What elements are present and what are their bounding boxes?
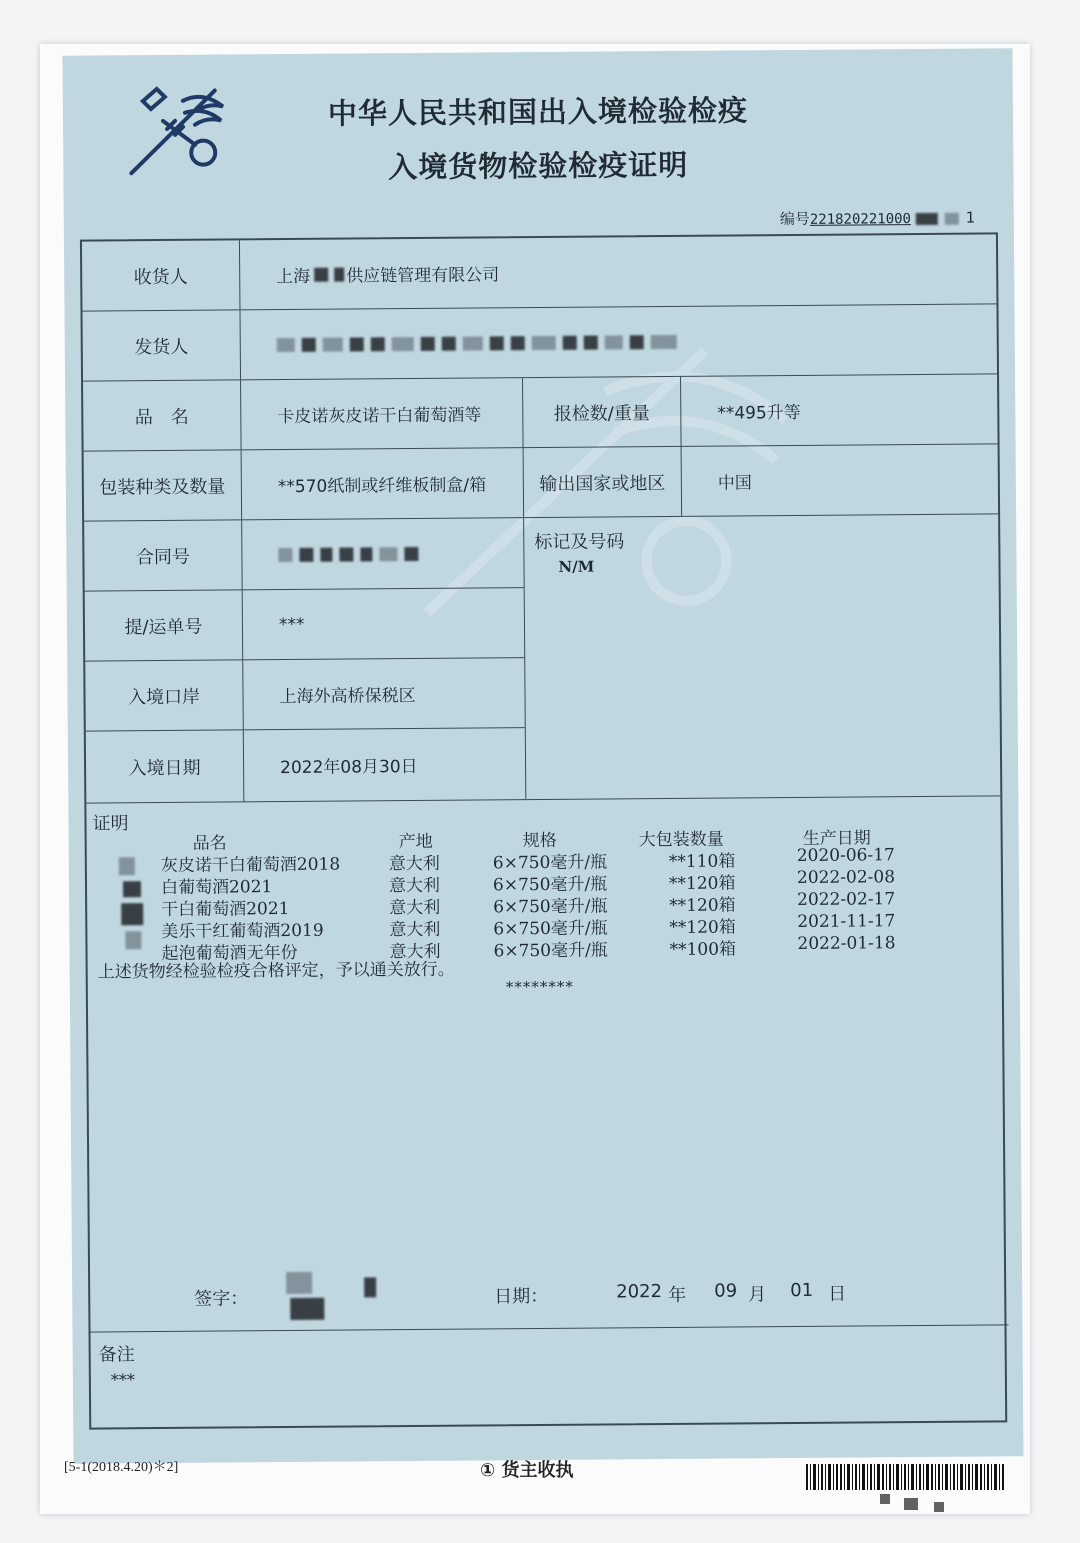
sign-month-unit: 月: [748, 1284, 767, 1306]
goods-table: [160, 828, 896, 965]
row-consignee: [82, 234, 997, 311]
entry-date-label: 入境日期: [86, 730, 245, 802]
remarks-value: ***: [110, 1370, 135, 1390]
goods-name: 灰皮诺干白葡萄酒2018: [160, 854, 341, 877]
redacted-block: [334, 267, 344, 281]
redacted-block: [379, 547, 397, 561]
signature-redacted: [286, 1272, 312, 1294]
date-label: 日期：: [494, 1285, 549, 1308]
consignor-value-redacted: [240, 304, 997, 379]
col-header-spec: 规格: [522, 830, 557, 852]
redacted-block: [339, 547, 353, 561]
goods-date: 2021-11-17: [797, 911, 896, 933]
marks-label: 标记及号码: [534, 531, 625, 554]
goods-date: 2020-06-17: [796, 845, 895, 867]
goods-date: 2022-02-08: [796, 867, 896, 889]
product-value: 卡皮诺灰皮诺干白葡萄酒等: [241, 378, 524, 449]
declared-qty-label: 报检数/重量: [523, 377, 682, 447]
redacted-block: [651, 334, 677, 348]
redacted-block: [463, 336, 483, 350]
row-bill-of-lading: [85, 588, 526, 661]
cert-no-suffix: 1: [965, 208, 976, 227]
goods-spec: 6×750毫升/瓶: [493, 896, 608, 918]
row-consignor: [82, 304, 997, 381]
redacted-block: [392, 337, 414, 351]
goods-spec: 6×750毫升/瓶: [492, 874, 608, 896]
consignee-label: 收货人: [82, 240, 241, 310]
certificate-stars: ********: [505, 977, 574, 997]
redacted-block: [360, 547, 372, 561]
col-header-date: 生产日期: [802, 828, 871, 849]
goods-spec: 6×750毫升/瓶: [492, 852, 608, 874]
redacted-block: [605, 335, 623, 349]
sign-year: 2022: [616, 1281, 663, 1303]
form-title-line2: 入境货物检验检疫证明: [388, 147, 689, 185]
redacted-block: [277, 337, 295, 351]
certificate-number: [780, 207, 976, 230]
goods-spec: 6×750毫升/瓶: [493, 918, 608, 940]
goods-qty: **110箱: [668, 851, 736, 873]
certificate-section: [86, 796, 1008, 1323]
packing-label: 包装种类及数量: [84, 450, 243, 520]
origin-country-value: 中国: [717, 473, 752, 494]
redacted-block: [125, 931, 141, 949]
col-header-name: 品名: [192, 833, 227, 854]
form-title-line1: 中华人民共和国出入境检验检疫: [327, 93, 749, 131]
goods-qty: **100箱: [669, 939, 737, 961]
redacted-column: [115, 851, 156, 969]
consignee-prefix: 上海: [276, 266, 311, 288]
redacted-block: [323, 337, 343, 351]
goods-origin: 意大利: [388, 853, 440, 875]
col-header-origin: 产地: [398, 831, 433, 853]
redacted-block: [121, 903, 143, 925]
redacted-block: [532, 335, 556, 349]
origin-country-label: 输出国家或地区: [524, 447, 683, 517]
goods-name: 干白葡萄酒2021: [161, 898, 290, 921]
redacted-block: [404, 546, 418, 560]
barcode-icon: [806, 1464, 1006, 1514]
goods-origin: 意大利: [389, 919, 441, 941]
marks-value: N/M: [558, 557, 595, 576]
signature-row: [90, 1264, 1008, 1331]
redacted-block: [350, 337, 364, 351]
goods-name: 起泡葡萄酒无年份: [161, 942, 298, 965]
signature-redacted: [364, 1277, 376, 1297]
redacted-block: [320, 547, 332, 561]
goods-spec: 6×750毫升/瓶: [493, 940, 608, 962]
sign-month: 09: [714, 1280, 738, 1302]
redacted-block: [584, 335, 598, 349]
bl-label: 提/运单号: [85, 590, 244, 660]
redacted-block: [563, 335, 577, 349]
goods-date: 2022-02-17: [797, 889, 896, 911]
redacted-block: [421, 336, 435, 350]
consignee-suffix: 供应链管理有限公司: [346, 265, 500, 287]
redacted-block: [314, 267, 328, 281]
goods-qty: **120箱: [669, 917, 736, 939]
port-label: 入境口岸: [85, 660, 244, 730]
marks-area: [524, 514, 1000, 800]
col-header-qty: 大包装数量: [638, 829, 724, 851]
goods-qty: **120箱: [669, 895, 736, 917]
sign-year-unit: 年: [668, 1284, 687, 1307]
consignor-label: 发货人: [82, 310, 241, 380]
goods-origin: 意大利: [388, 875, 441, 897]
row-entry-date: [86, 728, 527, 803]
remarks-section: [91, 1324, 1010, 1428]
certificate-label: 证明: [92, 813, 129, 835]
contract-value-redacted: [242, 518, 525, 589]
redacted-block: [123, 881, 141, 897]
goods-name: 美乐干红葡萄酒2019: [161, 920, 324, 943]
certificate-form: [62, 48, 1023, 1463]
goods-qty: **120箱: [668, 873, 736, 895]
redacted-block: [630, 335, 644, 349]
entry-date-value: 2022年08月30日: [244, 728, 527, 801]
goods-date: 2022-01-18: [797, 933, 896, 955]
redacted-block: [119, 857, 135, 875]
row-port: [85, 658, 526, 731]
port-value: 上海外高桥保税区: [243, 658, 526, 729]
redacted-block: [278, 547, 292, 561]
redacted-block: [371, 337, 385, 351]
goods-origin: 意大利: [389, 897, 441, 919]
goods-origin: 意大利: [389, 941, 441, 963]
row-contract: [84, 518, 525, 591]
signature-redacted: [290, 1298, 324, 1320]
cert-no-label: 编号: [779, 209, 810, 229]
certificate-table: [80, 232, 1007, 1429]
redacted-block: [490, 336, 504, 350]
redacted-block: [916, 212, 938, 224]
redacted-block: [302, 337, 316, 351]
sign-day-unit: 日: [828, 1283, 847, 1305]
sign-day: 01: [790, 1279, 814, 1302]
redacted-block: [299, 547, 313, 561]
goods-name: 白葡萄酒2021: [160, 877, 273, 899]
consignee-value: [240, 234, 997, 309]
sign-label: 签字：: [194, 1288, 249, 1310]
certificate-conclusion: 上述货物经检验检疫合格评定，予以通关放行。: [97, 959, 455, 983]
product-label: 品 名: [83, 380, 242, 450]
remarks-label: 备注: [98, 1344, 135, 1366]
declared-qty-value: **495升等: [717, 402, 801, 424]
redacted-block: [945, 212, 959, 224]
contract-label: 合同号: [84, 520, 243, 590]
redacted-block: [511, 336, 525, 350]
row-product: [83, 374, 998, 451]
copy-label: ① 货主收执: [480, 1460, 574, 1481]
form-code: [5-1(2018.4.20)＊2]: [64, 1460, 179, 1475]
packing-value: **570纸制或纤维板制盒/箱: [242, 448, 525, 519]
bl-value: ***: [243, 588, 526, 659]
redacted-block: [442, 336, 456, 350]
row-packing: [84, 444, 999, 521]
cert-no-value: 221820221000: [809, 211, 912, 228]
